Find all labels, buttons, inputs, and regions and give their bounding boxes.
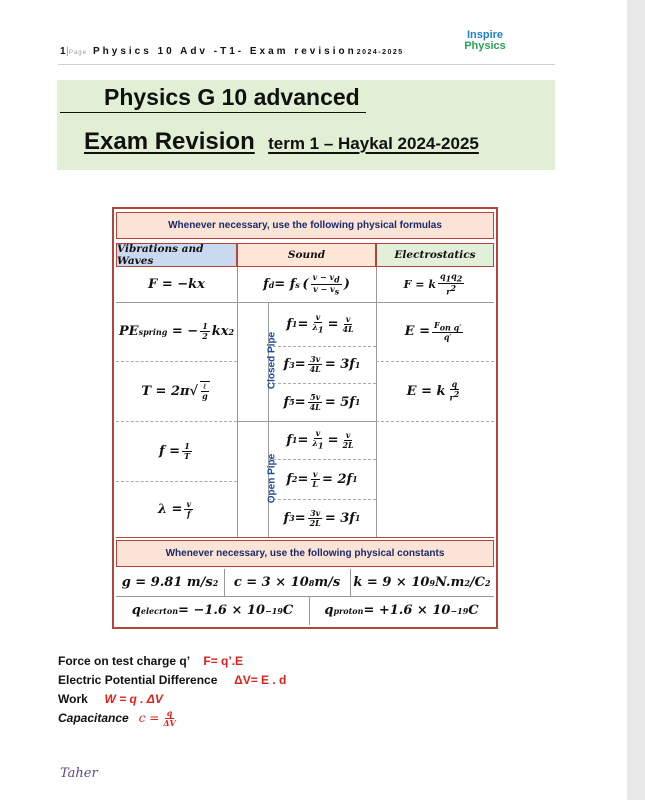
potential-label: Electric Potential Difference: [58, 673, 218, 687]
work-label: Work: [58, 692, 88, 706]
constant-gravity: g = 9.81 m/s 2: [121, 575, 219, 590]
constant-light-speed: c = 3 × 10 8 m/s: [233, 575, 341, 590]
work-formula: W = q . ΔV: [104, 692, 163, 706]
banner-line1: [104, 84, 360, 111]
formula-field-definition: E = $\frac{F_{on q'}}{q'}$: [404, 319, 462, 343]
note-capacitance: [58, 709, 180, 728]
author-signature: Taher: [60, 766, 98, 781]
col-vibrations-waves: Vibrations and Waves: [116, 243, 237, 267]
formula-open-f1: f 1 = $\frac{v}{\lambda_1}$ = $\frac{v}{2L}$: [286, 428, 354, 451]
potential-formula: ΔV= E . d: [234, 673, 287, 687]
formula-frequency: f = $\frac{1}{T}$: [159, 440, 190, 461]
page-header: 1|Page Physics 10 Adv -T1- Exam revision2024-2025: [60, 46, 404, 57]
formula-coulomb: F = k $\frac{q_1q_2}{r^2}$: [403, 271, 463, 298]
note-potential: [58, 673, 286, 687]
banner-line2: [84, 128, 479, 156]
formula-closed-f3: f 3 = $\frac{3v}{4L}$ = 3f 1: [283, 354, 361, 374]
formula-doppler: f d = f s ( $\frac{v - v_d}{v - v_s}$ ): [263, 271, 350, 297]
header-year: 2024-2025: [356, 49, 404, 56]
logo-line1: Inspire: [466, 29, 504, 41]
capacitance-label: Capacitance: [58, 711, 129, 726]
constant-coulomb: k = 9 × 10 9 N.m 2 /C 2: [353, 575, 491, 590]
constant-electron-charge: q elecrton = −1.6 × 10 −19 C: [131, 603, 294, 618]
closed-pipe-label: Closed Pipe: [266, 331, 278, 390]
formula-open-f3: f 3 = $\frac{3v}{2L}$ = 3f 1: [283, 507, 361, 528]
force-label: Force on test charge q’: [58, 654, 191, 668]
col-sound: Sound: [237, 243, 376, 267]
formula-pendulum-period: T = 2π√ $\frac{\text{ℓ}}{g}$: [141, 381, 208, 401]
constant-proton-charge: q proton = +1.6 × 10 −19 C: [324, 603, 479, 618]
force-formula: F= q’.E: [203, 654, 244, 668]
formula-closed-f5: f 5 = $\frac{5v}{4L}$ = 5f 1: [283, 391, 361, 412]
right-margin-strip: [627, 0, 645, 800]
title-banner: [57, 80, 555, 170]
page-label: Page: [68, 50, 87, 56]
inspire-physics-logo: [463, 30, 507, 52]
open-pipe-label: Open Pipe: [266, 453, 278, 504]
formula-closed-f1: f 1 = $\frac{v}{\lambda_1}$ = $\frac{v}{4L}$: [286, 312, 354, 335]
note-force: [58, 654, 243, 668]
constants-heading: Whenever necessary, use the following physical constants: [116, 540, 494, 567]
formula-table: [112, 207, 498, 629]
formula-point-charge-field: E = k $\frac{q}{r^2}$: [406, 378, 460, 403]
header-title: Physics 10 Adv -T1- Exam revision: [92, 46, 357, 57]
logo-line2: Physics: [464, 40, 506, 52]
capacitance-fraction: $\frac{q}{\Delta V}$: [163, 708, 176, 728]
banner-line1-text: Physics G 10 advanced: [104, 84, 360, 110]
banner-line2-main: Exam Revision: [84, 128, 255, 155]
formula-wavelength: λ = $\frac{v}{f}$: [157, 498, 192, 519]
capacitance-lhs: c =: [138, 711, 160, 726]
col-electrostatics: Electrostatics: [376, 243, 494, 267]
note-work: [58, 692, 163, 706]
banner-line2-sub: term 1 – Haykal 2024-2025: [268, 134, 479, 153]
formula-spring-pe: PE spring = − $\frac{1}{2}$ kx 2: [118, 321, 235, 341]
formula-hooke: F = −kx: [148, 277, 205, 292]
formulas-heading: Whenever necessary, use the following physical formulas: [116, 212, 494, 239]
formula-open-f2: f 2 = $\frac{v}{L}$ = 2f 1: [286, 468, 358, 489]
page-number: 1: [60, 46, 66, 57]
header-rule: [58, 64, 555, 65]
